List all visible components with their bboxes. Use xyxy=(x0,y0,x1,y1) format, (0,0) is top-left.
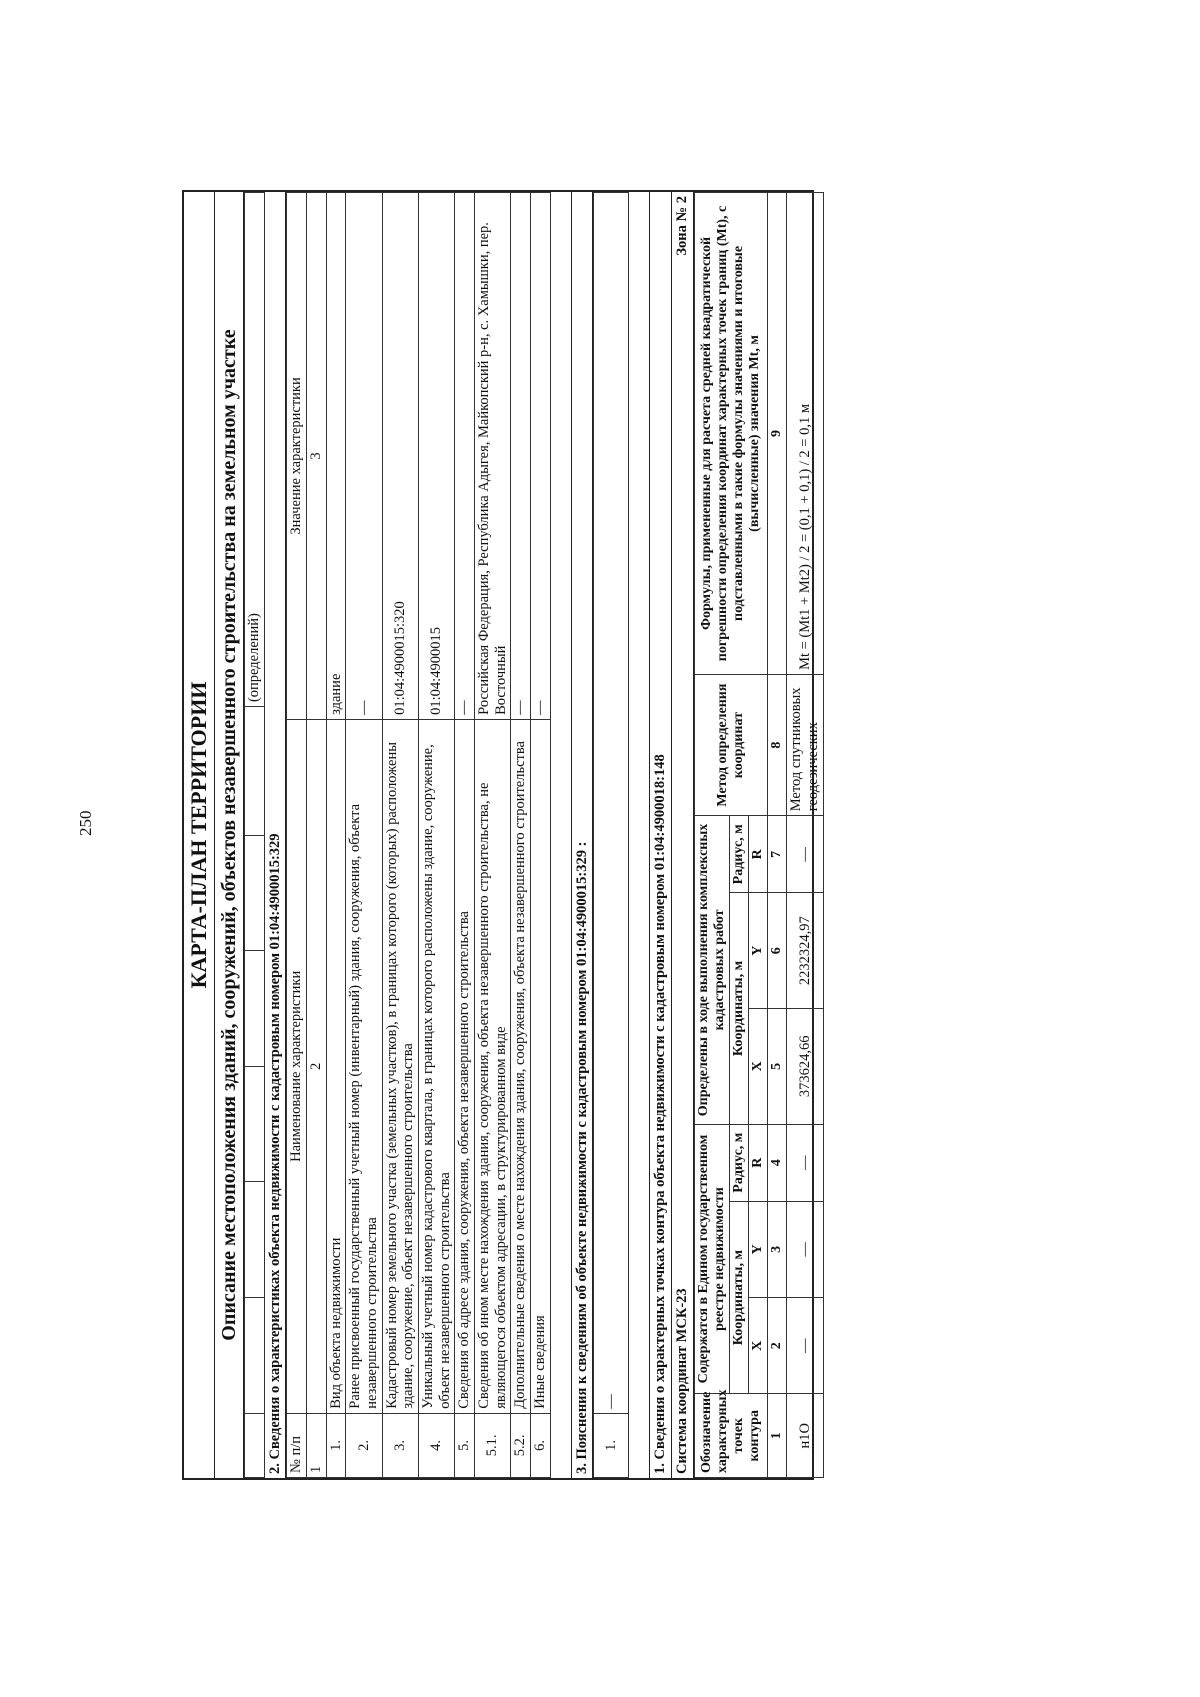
complex-works-header: Определены в ходе выполнения комплексных кадастровых работ xyxy=(694,816,729,1124)
coordinate-system: Система координат МСК-23 xyxy=(674,1288,691,1474)
spacer xyxy=(629,192,650,1478)
explanations-table xyxy=(593,192,629,1478)
section1-heading: 1. Сведения о характерных точках контура объекта недвижимости с кадастровым номером 01:04:4900018:148 xyxy=(650,192,672,1478)
table-row: 5. Сведения об адресе здания, сооружения, объекта незавершенного строительства — xyxy=(455,193,475,1478)
col-index: 2 xyxy=(768,1298,787,1394)
document-subtitle: Описание местоположения зданий, сооружений, объектов незавершенного строительства на земельном участке xyxy=(215,192,244,1478)
complex-radius-header: Радиус, м xyxy=(729,816,748,893)
table-row: 2. Ранее присвоенный государственный учетный номер (инвентарный) здания, сооружения, объекта незавершенного строительства — xyxy=(346,193,382,1478)
egrn-coords-header: Координаты, м xyxy=(729,1201,748,1394)
col-index: 8 xyxy=(768,674,787,815)
col-index: 4 xyxy=(768,1124,787,1201)
table-row: 1. — xyxy=(594,193,629,1478)
col-num-header: № п/п xyxy=(287,1413,307,1477)
table-row: 1. Вид объекта недвижимости здание xyxy=(326,193,346,1478)
col-index: 1 xyxy=(768,1394,787,1478)
table-row: 6. Иные сведения — xyxy=(531,193,551,1478)
determinations-row xyxy=(244,192,265,1478)
document-table xyxy=(182,190,821,1480)
col-index: 1 xyxy=(307,1413,327,1477)
designation-header: Обозначение характерных точек контура xyxy=(694,1394,767,1478)
col-value-header: Значение характеристики xyxy=(287,193,307,720)
zone-label: Зона № 2 xyxy=(674,196,691,256)
table-row: н1О — — — 373624,66 2232324,97 — Метод спутниковых геодезических Mt = (Mt1 + Mt2) / 2 = (0,1 + 0,1) / 2 = 0,1 м xyxy=(787,193,823,1478)
table-row: 5.2. Дополнительные сведения о месте нахождения здания, сооружения, объекта незавершенного строительства — xyxy=(511,193,531,1478)
col-index: 3 xyxy=(768,1201,787,1297)
section3-heading: 3. Пояснения к сведениям об объекте недвижимости с кадастровым номером 01:04:4900015:329 : xyxy=(572,192,594,1478)
spacer xyxy=(551,192,572,1478)
col-index: 5 xyxy=(768,1009,787,1125)
section2-heading: 2. Сведения о характеристиках объекта недвижимости с кадастровым номером 01:04:4900015:329 xyxy=(265,192,287,1478)
method-header: Метод определения координат xyxy=(694,674,767,815)
complex-coords-header: Координаты, м xyxy=(729,893,748,1124)
col-name-header: Наименование характеристики xyxy=(287,719,307,1413)
table-row: 3. Кадастровый номер земельного участка (земельных участков), в границах которого (которых) расположены здание, сооружение, объект незавершенного строительства 01:04:4900015:320 xyxy=(382,193,418,1478)
page-number: 250 xyxy=(76,810,95,836)
table-row: 4. Уникальный учетный номер кадастрового квартала, в границах которого расположены здание, сооружение, объект незавершенного строительства 01:04:4900015 xyxy=(419,193,455,1478)
egrn-radius-header: Радиус, м xyxy=(729,1124,748,1201)
contour-points-table: Обозначение характерных точек контура Содержатся в Едином государственном реестре недвижимости Определены в ходе выполнения комплексных кадастровых работ Метод определения координат Формулы, примененные для расчета средней квадратической погрешности определения координат характерных точек границ (Mt), с подставленными в такие формулы значениями и итоговые (вычисленные) значения Mt, м Координаты, м Радиус, м Координаты, м Радиус, м X Y R X Y R 1 2 3 4 5 6 7 8 9 н1О — — — 373624,66 2232324,97 — Метод спутниковых геодезических Mt = (Mt1 + Mt2) / 2 = (0,1 + 0,1) / 2 = 0,1 м xyxy=(694,192,824,1478)
egrn-header: Содержатся в Едином государственном реестре недвижимости xyxy=(694,1124,729,1394)
col-index: 2 xyxy=(307,719,327,1413)
characteristics-table xyxy=(286,192,550,1478)
formula-header: Формулы, примененные для расчета средней квадратической погрешности определения координат характерных точек границ (Mt), с подставленными в такие формулы значениями и итоговые (вычисленные) значения Mt, м xyxy=(694,193,767,675)
col-index: 9 xyxy=(768,193,787,675)
document-title: КАРТА-ПЛАН ТЕРРИТОРИИ xyxy=(184,192,215,1478)
table-row: 5.1. Сведения об ином месте нахождения здания, сооружения, объекта незавершенного строительства, не являющегося объектом адресации, в структурированном виде Российская Федерация, Республика Адыгея, Майкопский р-н, с. Хамышки, пер. Восточный xyxy=(475,193,511,1478)
determinations-label: (определений) xyxy=(245,193,265,707)
col-index: 3 xyxy=(307,193,327,720)
col-index: 7 xyxy=(768,816,787,893)
coordinate-system-row xyxy=(672,192,694,1478)
col-index: 6 xyxy=(768,893,787,1009)
